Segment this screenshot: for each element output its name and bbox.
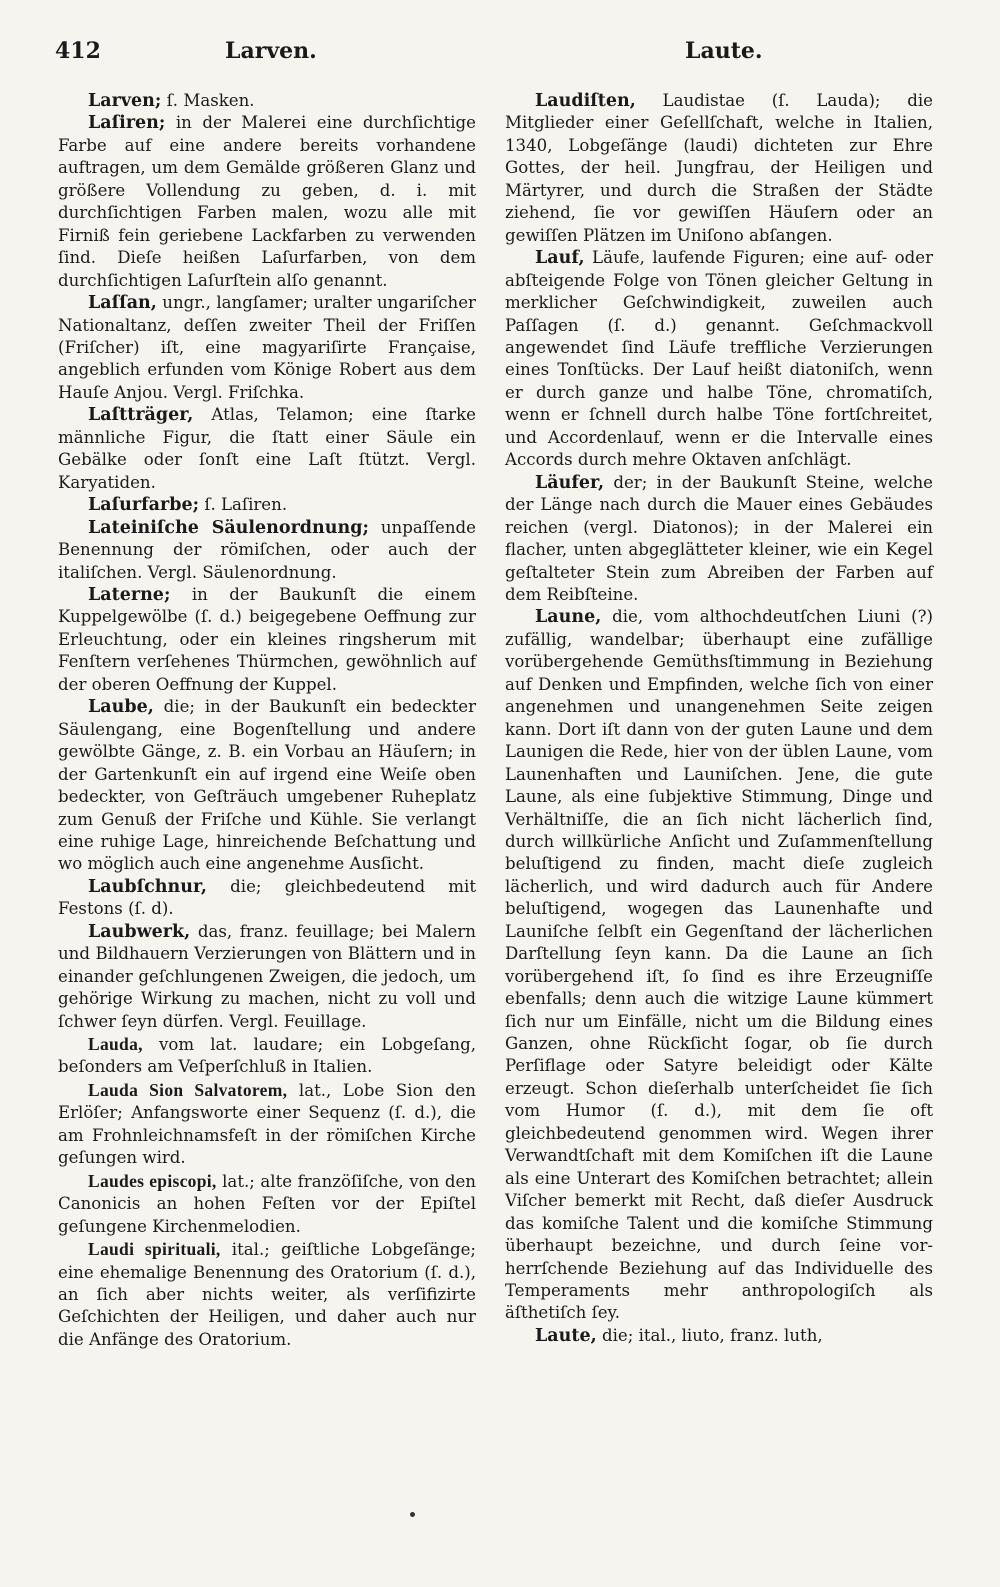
entry-headword: Laudi spirituali, [88, 1239, 221, 1260]
entry-headword: Lauf, [535, 248, 585, 269]
entry-headword: Laſtträger, [88, 405, 194, 426]
dictionary-entry [58, 1079, 476, 1170]
entry-text: unpaſſende Benennung der römiſchen, oder auch der italiſchen. Vergl. Säulenordnung. [58, 517, 476, 582]
dictionary-entry [58, 494, 476, 516]
dictionary-entry [58, 1238, 476, 1351]
entry-text: Atlas, Telamon; eine ſtarke männliche Figur, die ſtatt einer Säule ein Gebälke oder ſonſt eine Laſt ſtützt. Vergl. Karyatiden. [58, 405, 476, 492]
running-head-left: Larven. [225, 38, 317, 64]
entry-headword: Laute, [535, 1325, 597, 1346]
entry-headword: Laubſchnur, [88, 876, 207, 897]
entry-headword: Laune, [535, 607, 602, 628]
dictionary-entry [58, 90, 476, 112]
entry-headword: Larven; [88, 91, 162, 111]
entry-headword: Laſiren; [88, 113, 166, 134]
entry-text: der; in der Baukunſt Steine, welche der Länge nach durch die Mauer eines Gebäudes reichen (vergl. Diatonos); in der Malerei ein flacher, unten abgeglätteter kleiner, wie ein Kegel geſtalteter Stein zum Abreiben der Farben auf dem Reibſteine. [505, 472, 933, 604]
left-column [58, 90, 476, 1351]
dictionary-entry [505, 606, 933, 1325]
entry-text: ungr., langſamer; uralter ungariſcher Nationaltanz, deſſen zweiter Theil der Friſſen (Friſcher) iſt, eine magyariſirte Française, angeblich erfunden vom Könige Robert aus dem Hauſe Anjou. Vergl. Friſchka. [58, 293, 476, 402]
entry-text: ital.; geiſtliche Lobgeſänge; eine ehemalige Benennung des Oratorium (ſ. d.), an ſich aber nichts weiter, als verſifizirte Geſchichten der Heiligen, und daher auch nur die Anfänge des Oratorium. [58, 1240, 477, 1349]
entry-text: Läufe, laufende Figuren; eine auf- oder abſteigende Folge von Tönen gleicher Geltung in merklicher Geſchwindigkeit, zuweilen auch Paſſagen (ſ. d.) genannt. Geſchmackvoll angewendet ſind Läufe treffliche Verzierungen eines Tonſtücks. Der Lauf heißt diatoniſch, wenn er durch ganze und halbe Töne, chromatiſch, wenn er ſchnell durch halbe Töne fortſchreitet, und Accordenlauf, wenn er die Intervalle eines Accords durch mehre Oktaven anſchlägt. [505, 248, 933, 470]
dictionary-entry [58, 1033, 476, 1079]
dictionary-entry [58, 1170, 476, 1238]
entry-text: die; in der Baukunſt ein bedeckter Säulengang, eine Bogenſtellung und andere gewölbte Gänge, z. B. ein Vorbau an Häuſern; in der Gartenkunſt ein auf irgend eine Weiſe oben bedeckter, von Geſträuch umgebener Ruheplatz zum Genuß der Friſche und Kühle. Sie verlangt eine ruhige Lage, hinreichende Beſchattung und wo möglich auch eine angenehme Ausſicht. [58, 697, 476, 874]
entry-headword: Läufer, [535, 472, 605, 493]
entry-headword: Lateiniſche Säulenordnung; [88, 517, 369, 538]
dictionary-entry [505, 472, 933, 607]
entry-text: in der Baukunſt die einem Kuppelgewölbe (ſ. d.) beigegebene Oeffnung zur Erleuchtung, oder ein kleines ringsherum mit Fenſtern verſehenes Thürmchen, gewöhnlich auf der oberen Oeffnung der Kuppel. [58, 584, 476, 694]
entry-text: lat.; alte franzöſiſche, von den Canonicis an hohen Feſten vor der Epiſtel geſungene Kirchenmelodien. [58, 1171, 476, 1236]
right-column [505, 90, 933, 1347]
entry-headword: Laube, [88, 697, 154, 718]
dictionary-entry [58, 292, 476, 404]
entry-headword: Laterne; [88, 584, 171, 605]
running-head-right: Laute. [685, 38, 763, 64]
dictionary-entry [505, 247, 933, 472]
entry-headword: Lauda, [88, 1034, 143, 1055]
entry-headword: Lauda Sion Salvatorem, [88, 1079, 288, 1100]
dictionary-entry [505, 90, 933, 247]
entry-text: die; ital., liuto, franz. luth, [596, 1325, 823, 1345]
dictionary-entry [58, 112, 476, 292]
entry-text: die; gleichbedeutend mit Festons (ſ. d). [58, 876, 476, 919]
dictionary-entry [58, 517, 476, 584]
entry-headword: Laſurfarbe; [88, 495, 200, 516]
entry-headword: Laudes episcopi, [88, 1170, 217, 1191]
entry-headword: Laubwerk, [88, 921, 191, 942]
dictionary-entry [58, 404, 476, 494]
ink-speck [410, 1512, 415, 1517]
entry-text: vom lat. laudare; ein Lobgeſang, beſonders am Veſperſchluß in Italien. [58, 1035, 476, 1077]
entry-text: Laudistae (ſ. Lauda); die Mitglieder einer Geſellſchaft, welche in Italien, 1340, Lobgeſänge (laudi) dichteten zur Ehre Gottes, der heil. Jungfrau, der Heiligen und Märtyrer, und durch die Straßen der Städte ziehend, ſie vor gewiſſen Häuſern oder an gewiſſen Plätzen im Uniſono abſangen. [505, 91, 933, 245]
dictionary-entry [58, 696, 476, 876]
entry-text: die, vom althochdeutſchen Liuni (?) zufällig, wandelbar; überhaupt eine zufällige vorübergehende Gemüthsſtimmung in Beziehung auf Denken und Empfinden, welche ſich von einer angenehmen und unangenehmen Seite zeigen kann. Dort iſt dann von der guten Laune und dem Launigen die Rede, hier von der üblen Laune, vom Launenhaften und Launiſchen. Jene, die gute Laune, als eine ſubjektive Stimmung, Dinge und Verhältniſſe, die an ſich nicht lächerlich ſind, durch willkürliche Anſicht und Zuſammenſtellung beluſtigend zu finden, macht dieſe zugleich lächerlich, und wird dadurch auch für Andere beluſtigend, wogegen das Launenhafte und Launiſche ſelbſt ein Gegenſtand der lächerlichen Darſtellung ſeyn kann. Da die Laune an ſich vorübergehend iſt, ſo ſind es ihre Erzeugniſſe ebenfalls; denn auch die witzige Laune kümmert ſich nur um Einfälle, nicht um die Bildung eines Ganzen, ohne Rückſicht ſogar, ob ſie durch Perſiflage oder Satyre beleidigt oder Kälte erzeugt. Schon dieſerhalb unterſcheidet ſie ſich vom Humor (ſ. d.), mit dem ſie oft gleichbedeutend genommen wird. Wegen ihrer Verwandtſchaft mit dem Komiſchen iſt die Laune als eine Unterart des Komiſchen betrachtet; allein Viſcher bemerkt mit Recht, daß dieſer Ausdruck das komiſche Talent und die komiſche Stimmung überhaupt bezeichne, und durch ſeine vorherrſchende Beziehung auf das Individuelle des Temperaments mehr anthropologiſch als äſthetiſch ſey. [505, 607, 933, 1323]
entry-text: ſ. Masken. [161, 91, 255, 110]
page-header [55, 38, 945, 78]
entry-headword: Laudiſten, [535, 91, 636, 111]
dictionary-entry [58, 921, 476, 1033]
entry-text: lat., Lobe Sion den Erlöſer; Anfangsworte einer Sequenz (ſ. d.), die am Frohnleichnamsfeſt in der römiſchen Kirche geſungen wird. [58, 1080, 476, 1168]
dictionary-entry [58, 584, 476, 696]
entry-headword: Laſſan, [88, 293, 157, 314]
dictionary-entry [505, 1325, 933, 1347]
entry-text: das, franz. feuillage; bei Malern und Bildhauern Verzierungen von Blättern und in einander geſchlungenen Zweigen, die jedoch, um gehörige Wirkung zu machen, nicht zu voll und ſchwer ſeyn dürfen. Vergl. Feuillage. [58, 921, 476, 1031]
dictionary-entry [58, 876, 476, 921]
entry-text: in der Malerei eine durchſichtige Farbe auf eine andere bereits vorhandene auftragen, um dem Gemälde größeren Glanz und größere Vollendung zu geben, d. i. mit durchſichtigen Farben malen, wozu alle mit Firniß fein geriebene Lackfarben zu verwenden ſind. Dieſe heißen Laſurfarben, von dem durchſichtigen Laſurſtein alſo genannt. [58, 113, 476, 290]
page-number: 412 [55, 38, 101, 64]
entry-text: ſ. Laſiren. [199, 495, 288, 515]
